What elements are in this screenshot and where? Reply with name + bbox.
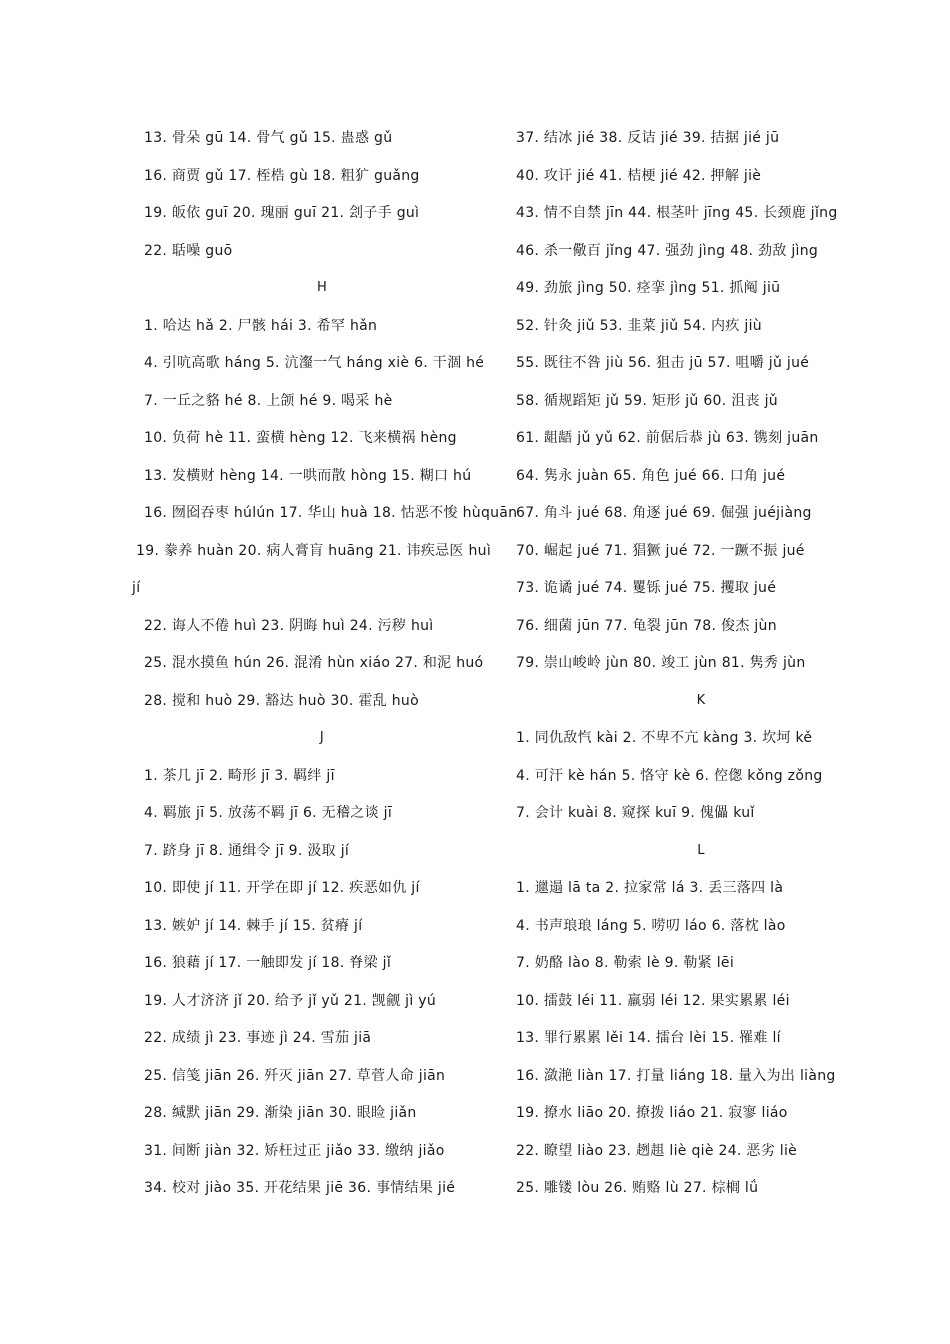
left-column xyxy=(132,125,518,1213)
entry-line: 19. 皈依 guī 20. 瑰丽 guī 21. 刽子手 guì xyxy=(144,205,420,221)
entry-line: 1. 邋遢 lā ta 2. 拉家常 lá 3. 丢三落四 là xyxy=(516,880,784,896)
entry-line: 22. 成绩 jì 23. 事迹 jì 24. 雪茄 jiā xyxy=(144,1030,372,1046)
entry-line: 31. 间断 jiàn 32. 矫枉过正 jiǎo 33. 缴纳 jiǎo xyxy=(144,1142,445,1159)
entry-line: 70. 崛起 jué 71. 猖獗 jué 72. 一蹶不振 jué xyxy=(516,542,805,559)
entry-line: 37. 结冰 jié 38. 反诘 jié 39. 拮据 jié jū xyxy=(516,130,780,146)
entry-line: 55. 既往不咎 jiù 56. 狙击 jū 57. 咀嚼 jǔ jué xyxy=(516,355,810,371)
entry-line: 4. 羁旅 jī 5. 放荡不羁 jī 6. 无稽之谈 jī xyxy=(144,805,393,821)
entry-line: 22. 瞭望 liào 23. 趔趄 liè qiè 24. 恶劣 liè xyxy=(516,1142,798,1159)
entry-line: 4. 可汗 kè hán 5. 恪守 kè 6. 倥偬 kǒng zǒng xyxy=(516,767,823,784)
entry-line: 43. 情不自禁 jīn 44. 根茎叶 jīng 45. 长颈鹿 jǐng xyxy=(516,205,838,221)
entry-line: 13. 罪行累累 lěi 14. 擂台 lèi 15. 罹难 lí xyxy=(516,1030,781,1046)
entry-line-continuation: jí xyxy=(132,580,141,596)
entry-line: 4. 引吭高歌 háng 5. 沆瀣一气 háng xiè 6. 干涸 hé xyxy=(144,355,485,371)
section-heading-h: H xyxy=(316,280,328,295)
entry-line: 1. 哈达 hǎ 2. 尸骸 hái 3. 希罕 hǎn xyxy=(144,317,378,334)
entry-line: 58. 循规蹈矩 jǔ 59. 矩形 jǔ 60. 沮丧 jǔ xyxy=(516,392,778,409)
section-heading-l: L xyxy=(697,842,705,858)
section-heading-j: J xyxy=(319,730,325,745)
entry-line: 4. 书声琅琅 láng 5. 唠叨 láo 6. 落枕 lào xyxy=(516,917,786,934)
entry-line: 13. 发横财 hèng 14. 一哄而散 hòng 15. 糊口 hú xyxy=(144,467,472,484)
entry-line: 22. 聒噪 guō xyxy=(144,242,233,259)
entry-line: 1. 同仇敌忾 kài 2. 不卑不亢 kàng 3. 坎坷 kě xyxy=(516,730,813,746)
entry-line: 61. 龃龉 jǔ yǔ 62. 前倨后恭 jù 63. 镌刻 juān xyxy=(516,430,819,446)
entry-line: 25. 信笺 jiān 26. 歼灭 jiān 27. 草菅人命 jiān xyxy=(144,1067,446,1084)
entry-line: 49. 劲旅 jìng 50. 痉挛 jìng 51. 抓阄 jiū xyxy=(516,280,781,296)
entry-line: 40. 攻讦 jié 41. 桔梗 jié 42. 押解 jiè xyxy=(516,167,762,184)
entry-line: 7. 会计 kuài 8. 窥探 kuī 9. 傀儡 kuǐ xyxy=(516,805,755,821)
entry-line: 16. 囫囵吞枣 húlún 17. 华山 huà 18. 怙恶不悛 hùquān xyxy=(144,505,518,521)
entry-line: 73. 诡谲 jué 74. 矍铄 jué 75. 攫取 jué xyxy=(516,580,777,596)
entry-line: 13. 嫉妒 jí 14. 棘手 jí 15. 贫瘠 jí xyxy=(144,917,363,934)
entry-line: 16. 潋滟 liàn 17. 打量 liáng 18. 量入为出 liàng xyxy=(516,1067,836,1084)
entry-line: 52. 针灸 jiǔ 53. 韭菜 jiǔ 54. 内疚 jiù xyxy=(516,317,762,334)
entry-line: 28. 搅和 huò 29. 豁达 huò 30. 霍乱 huò xyxy=(144,692,419,709)
entry-line: 7. 一丘之貉 hé 8. 上颌 hé 9. 喝采 hè xyxy=(144,392,393,409)
entry-line: 1. 茶几 jī 2. 畸形 jī 3. 羁绊 jī xyxy=(144,767,335,784)
entry-line: 7. 奶酪 lào 8. 勒索 lè 9. 勒紧 lēi xyxy=(516,955,735,971)
entry-line: 25. 混水摸鱼 hún 26. 混淆 hùn xiáo 27. 和泥 huó xyxy=(144,655,484,671)
entry-line: 67. 角斗 jué 68. 角逐 jué 69. 倔强 juéjiàng xyxy=(516,505,812,521)
entry-line: 16. 狼藉 jí 17. 一触即发 jí 18. 脊梁 jǐ xyxy=(144,955,392,971)
entry-line: 10. 擂鼓 léi 11. 羸弱 léi 12. 果实累累 léi xyxy=(516,992,790,1009)
entry-line: 10. 负荷 hè 11. 蛮横 hèng 12. 飞来横祸 hèng xyxy=(144,430,457,446)
entry-line: 10. 即使 jí 11. 开学在即 jí 12. 疾恶如仇 jí xyxy=(144,880,420,896)
entry-line: 16. 商贾 gǔ 17. 桎梏 gù 18. 粗犷 guǎng xyxy=(144,167,420,184)
entry-line: 76. 细菌 jūn 77. 龟裂 jūn 78. 俊杰 jùn xyxy=(516,617,777,634)
entry-line: 7. 跻身 jī 8. 通缉令 jī 9. 汲取 jí xyxy=(144,842,350,859)
entry-line: 28. 缄默 jiān 29. 渐染 jiān 30. 眼睑 jiǎn xyxy=(144,1105,417,1121)
entry-line: 64. 隽永 juàn 65. 角色 jué 66. 口角 jué xyxy=(516,467,786,484)
entry-line: 13. 骨朵 gū 14. 骨气 gǔ 15. 蛊惑 gǔ xyxy=(144,130,393,146)
entry-line: 22. 诲人不倦 huì 23. 阴晦 huì 24. 污秽 huì xyxy=(144,617,434,634)
entry-line: 79. 崇山峻岭 jùn 80. 竣工 jùn 81. 隽秀 jùn xyxy=(516,655,806,671)
entry-line: 19. 人才济济 jǐ 20. 给予 jǐ yǔ 21. 觊觎 jì yú xyxy=(144,992,437,1009)
entry-line: 25. 雕镂 lòu 26. 贿赂 lù 27. 棕榈 lǘ xyxy=(516,1180,759,1196)
entry-line: 34. 校对 jiào 35. 开花结果 jiē 36. 事情结果 jié xyxy=(144,1180,456,1196)
entry-line: 19. 撩水 liāo 20. 撩拨 liáo 21. 寂寥 liáo xyxy=(516,1105,788,1121)
section-heading-k: K xyxy=(696,692,706,708)
entry-line: 19. 豢养 huàn 20. 病人膏肓 huāng 21. 讳疾忌医 huì xyxy=(136,542,492,559)
entry-line: 46. 杀一儆百 jǐng 47. 强劲 jìng 48. 劲敌 jìng xyxy=(516,242,819,259)
right-column xyxy=(516,125,886,1213)
